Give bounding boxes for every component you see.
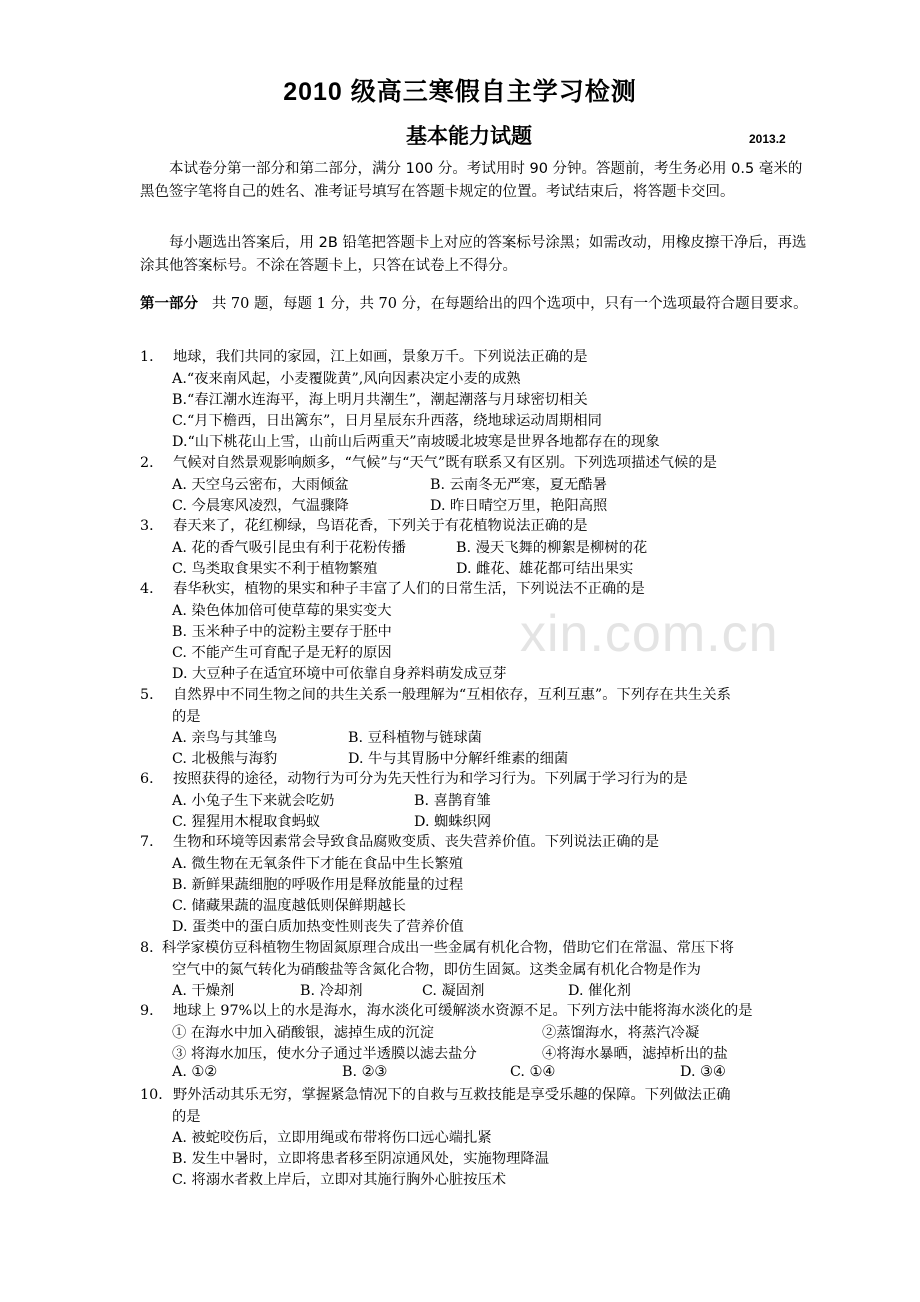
option-d: D. 昨日晴空万里，艳阳高照 [430, 498, 608, 514]
option-d: D. ③④ [680, 1064, 726, 1080]
option-a: A. 天空乌云密布，大雨倾盆 [172, 477, 349, 493]
question-number: 3． [140, 518, 164, 534]
option-d: D. 大豆种子在适宜环境中可依靠自身养料萌发成豆芽 [172, 666, 507, 682]
option-d: D. 牛与其胃肠中分解纤维素的细菌 [348, 751, 569, 767]
option-a: A. 微生物在无氧条件下才能在食品中生长繁殖 [172, 856, 464, 872]
statement-4: ④将海水暴晒，滤掉析出的盐 [542, 1046, 728, 1062]
question-stem: 地球，我们共同的家园，江上如画，景象万千。下列说法正确的是 [173, 349, 588, 365]
option-a: A. 小兔子生下来就会吃奶 [172, 793, 335, 809]
option-b: B. 豆科植物与链球菌 [348, 730, 482, 746]
option-a: A.“夜来南风起，小麦覆陇黄”,风向因素决定小麦的成熟 [172, 371, 521, 387]
option-a: A. 亲鸟与其雏鸟 [172, 730, 278, 746]
option-b: B.“春江潮水连海平，海上明月共潮生”，潮起潮落与月球密切相关 [172, 392, 588, 408]
question-number: 4． [140, 581, 164, 597]
option-c: C. 将溺水者救上岸后，立即对其施行胸外心脏按压术 [172, 1172, 507, 1188]
option-a: A. 花的香气吸引昆虫有利于花粉传播 [172, 540, 406, 556]
option-b: B. 喜鹊育雏 [414, 793, 491, 809]
question-stem: 春天来了，花红柳绿，鸟语花香，下列关于有花植物说法正确的是 [173, 518, 588, 534]
option-d: D. 蜘蛛织网 [414, 814, 492, 830]
question-number: 7． [140, 834, 164, 850]
question-number: 6． [140, 771, 164, 787]
option-c: C. 鸟类取食果实不利于植物繁殖 [172, 561, 378, 577]
part-one-heading [140, 292, 814, 317]
question-stem: 科学家模仿豆科植物生物固氮原理合成出一些金属有机化合物，借助它们在常温、常压下将 [162, 940, 734, 956]
watermark: xin.com.cn [520, 605, 779, 663]
option-c: C. 猩猩用木棍取食蚂蚁 [172, 814, 321, 830]
statement-1: ① 在海水中加入硝酸银，滤掉生成的沉淀 [172, 1025, 434, 1041]
option-b: B. 新鲜果蔬细胞的呼吸作用是释放能量的过程 [172, 877, 464, 893]
option-c: C. 不能产生可育配子是无籽的原因 [172, 645, 392, 661]
question-number: 5． [140, 687, 164, 703]
question-stem: 野外活动其乐无穷，掌握紧急情况下的自救与互救技能是享受乐趣的保障。下列做法正确 [173, 1087, 731, 1103]
question-stem-continued: 的是 [172, 1109, 201, 1125]
option-c: C. 今晨寒风凌烈，气温骤降 [172, 498, 349, 514]
question-stem: 按照获得的途径，动物行为可分为先天性行为和学习行为。下列属于学习行为的是 [173, 771, 688, 787]
option-a: A. 干燥剂 [172, 983, 235, 999]
option-d: D. 蛋类中的蛋白质加热变性则丧失了营养价值 [172, 919, 464, 935]
option-c: C. 凝固剂 [422, 983, 485, 999]
option-a: A. ①② [172, 1064, 218, 1080]
question-stem: 自然界中不同生物之间的共生关系一般理解为“互相依存，互利互惠”。下列存在共生关系 [173, 687, 731, 703]
question-stem: 生物和环境等因素常会导致食品腐败变质、丧失营养价值。下列说法正确的是 [173, 834, 660, 850]
exam-date: 2013.2 [749, 132, 786, 146]
question-number: 10． [140, 1087, 173, 1103]
page-subtitle: 基本能力试题 [406, 125, 532, 148]
option-b: B. 发生中暑时，立即将患者移至阴凉通风处，实施物理降温 [172, 1151, 550, 1167]
question-number: 8． [140, 940, 164, 956]
instruction-paragraph-2: 每小题选出答案后，用 2B 铅笔把答题卡上对应的答案标号涂黑；如需改动，用橡皮擦干净后，再选涂其他答案标号。不涂在答题卡上，只答在试卷上不得分。 [140, 235, 807, 274]
option-b: B. ②③ [342, 1064, 388, 1080]
question-number: 2． [140, 455, 164, 471]
page-title: 2010 级高三寒假自主学习检测 [283, 78, 637, 106]
statement-3: ③ 将海水加压，使水分子通过半透膜以滤去盐分 [172, 1046, 477, 1062]
option-d: D. 催化剂 [568, 983, 631, 999]
question-stem: 春华秋实，植物的果实和种子丰富了人们的日常生活，下列说法不正确的是 [173, 581, 645, 597]
option-b: B. 漫天飞舞的柳絮是柳树的花 [456, 540, 648, 556]
option-b: B. 玉米种子中的淀粉主要存于胚中 [172, 624, 392, 640]
option-c: C. 北极熊与海豹 [172, 751, 278, 767]
instruction-paragraph-1: 本试卷分第一部分和第二部分，满分 100 分。考试用时 90 分钟。答题前，考生务必用 0.5 毫米的黑色签字笔将自己的姓名、准考证号填写在答题卡规定的位置。考试结束后，将答题卡交回。 [140, 161, 803, 200]
question-stem: 气候对自然景观影响颇多，“气候”与“天气”既有联系又有区别。下列选项描述气候的是 [173, 455, 717, 471]
option-a: A. 染色体加倍可使草莓的果实变大 [172, 603, 392, 619]
question-stem-continued: 的是 [172, 709, 201, 725]
part-one-label: 第一部分 [140, 296, 198, 312]
option-b: B. 冷却剂 [300, 983, 363, 999]
question-stem: 地球上 97%以上的水是海水，海水淡化可缓解淡水资源不足。下列方法中能将海水淡化的是 [173, 1003, 753, 1019]
option-b: B. 云南冬无严寒，夏无酷暑 [430, 477, 607, 493]
option-a: A. 被蛇咬伤后，立即用绳或布带将伤口远心端扎紧 [172, 1130, 492, 1146]
option-c: C.“月下檐西，日出篱东”，日月星辰东升西落，绕地球运动周期相同 [172, 413, 602, 429]
statement-2: ②蒸馏海水，将蒸汽冷凝 [542, 1025, 700, 1041]
option-d: D.“山下桃花山上雪，山前山后两重天”南坡暖北坡寒是世界各地都存在的现象 [172, 434, 660, 450]
option-c: C. 储藏果蔬的温度越低则保鲜期越长 [172, 898, 406, 914]
part-one-description: 共 70 题，每题 1 分，共 70 分，在每题给出的四个选项中，只有一个选项最符合题目要求。 [211, 296, 808, 312]
question-number: 1． [140, 349, 164, 365]
option-c: C. ①④ [510, 1064, 556, 1080]
question-stem-continued: 空气中的氮气转化为硝酸盐等含氮化合物，即仿生固氮。这类金属有机化合物是作为 [172, 962, 701, 978]
question-number: 9． [140, 1003, 164, 1019]
option-d: D. 雌花、雄花都可结出果实 [456, 561, 634, 577]
